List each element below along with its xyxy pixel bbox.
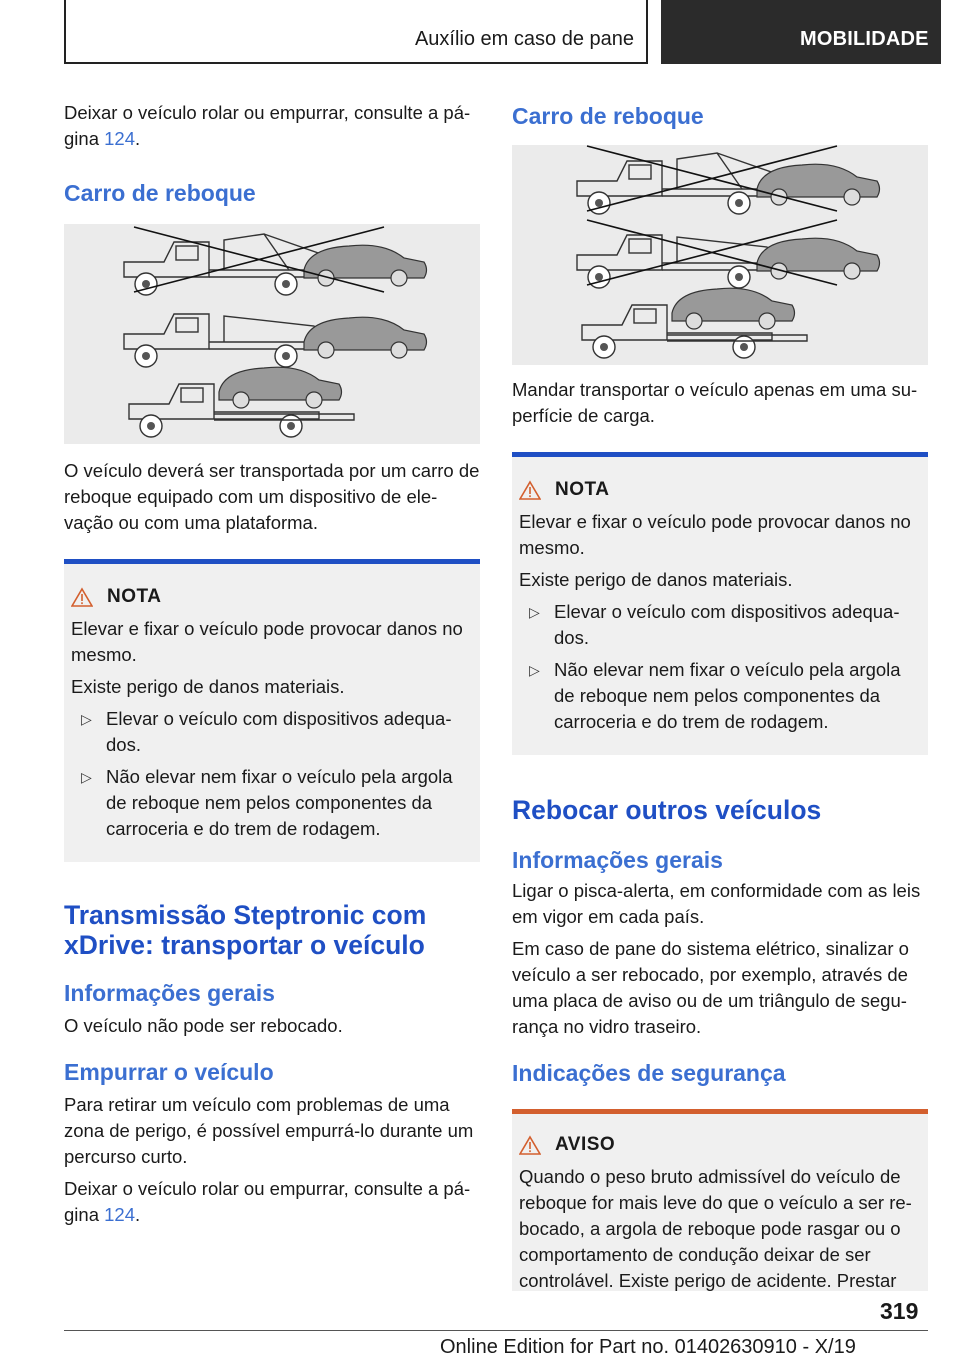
heading-tow-truck-right: Carro de reboque — [512, 103, 704, 129]
truck-drawing — [582, 288, 807, 358]
header-section-title: Auxílio em caso de pane — [414, 28, 634, 50]
subheading-safety: Indicações de segurança — [512, 1060, 786, 1086]
note-title-text: NOTA — [107, 586, 162, 607]
tow-truck-figure-right — [512, 145, 928, 365]
left-column — [64, 100, 480, 1228]
warning-box — [512, 1109, 928, 1291]
bullet-text: Elevar o veículo com dispositivos adequa-dos. — [554, 601, 900, 648]
tow-truck-illustration — [64, 224, 480, 444]
note-box — [64, 559, 480, 862]
footer-divider — [64, 1330, 928, 1331]
note-text-1: Elevar e fixar o veículo pode provocar danos no mesmo. — [519, 511, 911, 558]
header-chapter-box — [661, 0, 941, 64]
warning-triangle-icon — [519, 1135, 541, 1155]
general-info-text-1: Ligar o pisca-alerta, em conformidade com as leis em vigor em cada país. — [512, 880, 921, 927]
truck-drawing — [124, 227, 427, 295]
page-link[interactable]: 124 — [104, 128, 135, 149]
general-info-text-2: Em caso de pane do sistema elétrico, sinalizar o veículo a ser rebocado, por exemplo, através de uma placa de aviso ou de um triângulo de segu-rança no vidro traseiro. — [512, 938, 909, 1037]
note-box-right — [512, 452, 928, 755]
intro-text-2: gina — [64, 128, 99, 149]
push-text-2b: gina — [64, 1204, 99, 1225]
bullet-item — [71, 764, 473, 842]
bullet-item — [519, 599, 921, 651]
note-title-text: NOTA — [555, 479, 610, 500]
general-info-text: O veículo não pode ser rebocado. — [64, 1015, 343, 1036]
header-chapter-title: MOBILIDADE — [800, 28, 929, 50]
warning-title — [519, 1134, 921, 1156]
header-section-box — [64, 0, 648, 64]
right-column — [512, 100, 928, 1291]
note-text-2: Existe perigo de danos materiais. — [519, 569, 793, 590]
triangle-right-icon: ▷ — [529, 662, 540, 678]
push-text-2 — [64, 1176, 480, 1228]
bullet-text: Elevar o veículo com dispositivos adequa-dos. — [106, 708, 452, 755]
bullet-item — [71, 706, 473, 758]
note-title — [519, 479, 921, 501]
page-link[interactable]: 124 — [104, 1204, 135, 1225]
intro-paragraph — [64, 100, 480, 152]
warning-title-text: AVISO — [555, 1134, 616, 1155]
intro-dot: . — [135, 128, 141, 149]
subheading-push: Empurrar o veículo — [64, 1059, 274, 1085]
truck-drawing — [129, 367, 354, 437]
push-text-2a: Deixar o veículo rolar ou empurrar, consulte a pá- — [64, 1178, 471, 1199]
triangle-right-icon: ▷ — [529, 604, 540, 620]
fig-caption-right: Mandar transportar o veículo apenas em uma su-perfície de carga. — [512, 379, 918, 426]
triangle-right-icon: ▷ — [81, 769, 92, 785]
bullet-text: Não elevar nem fixar o veículo pela argola de reboque nem pelos componentes da carroceria e do trem de rodagem. — [554, 659, 901, 732]
footer-edition: Online Edition for Part no. 01402630910 - X/19 — [440, 1336, 856, 1358]
note-text-2: Existe perigo de danos materiais. — [71, 676, 345, 697]
truck-drawing — [577, 146, 880, 214]
bullet-text: Não elevar nem fixar o veículo pela argola de reboque nem pelos componentes da carroceria e do trem de rodagem. — [106, 766, 453, 839]
truck-drawing — [124, 314, 427, 367]
warning-text: Quando o peso bruto admissível do veículo de reboque for mais leve do que o veículo a ser re-bocado, a argola de reboque pode rasgar ou o comportamento de condução deixar de ser controlável. Existe perigo de acidente. Prestar — [519, 1166, 912, 1291]
truck-drawing — [577, 220, 880, 288]
warning-triangle-icon — [519, 480, 541, 500]
heading-steptronic: Transmissão Steptronic com xDrive: transportar o veículo — [64, 900, 427, 960]
tow-truck-illustration — [512, 145, 928, 365]
note-title — [71, 586, 473, 608]
fig-caption: O veículo deverá ser transportada por um carro de reboque equipado com um dispositivo de ele-vação ou com uma plataforma. — [64, 460, 480, 533]
bullet-item — [519, 657, 921, 735]
triangle-right-icon: ▷ — [81, 711, 92, 727]
note-text-1: Elevar e fixar o veículo pode provocar danos no mesmo. — [71, 618, 463, 665]
tow-truck-figure — [64, 224, 480, 444]
warning-triangle-icon — [71, 587, 93, 607]
push-text: Para retirar um veículo com problemas de uma zona de perigo, é possível empurrá-lo durante um percurso curto. — [64, 1094, 474, 1167]
heading-tow-other: Rebocar outros veículos — [512, 795, 822, 825]
page-number: 319 — [880, 1298, 919, 1324]
intro-text: Deixar o veículo rolar ou empurrar, consulte a pá- — [64, 102, 471, 123]
subheading-general-info-right: Informações gerais — [512, 847, 723, 873]
subheading-general-info: Informações gerais — [64, 980, 275, 1006]
push-dot: . — [135, 1204, 141, 1225]
heading-tow-truck: Carro de reboque — [64, 180, 256, 206]
